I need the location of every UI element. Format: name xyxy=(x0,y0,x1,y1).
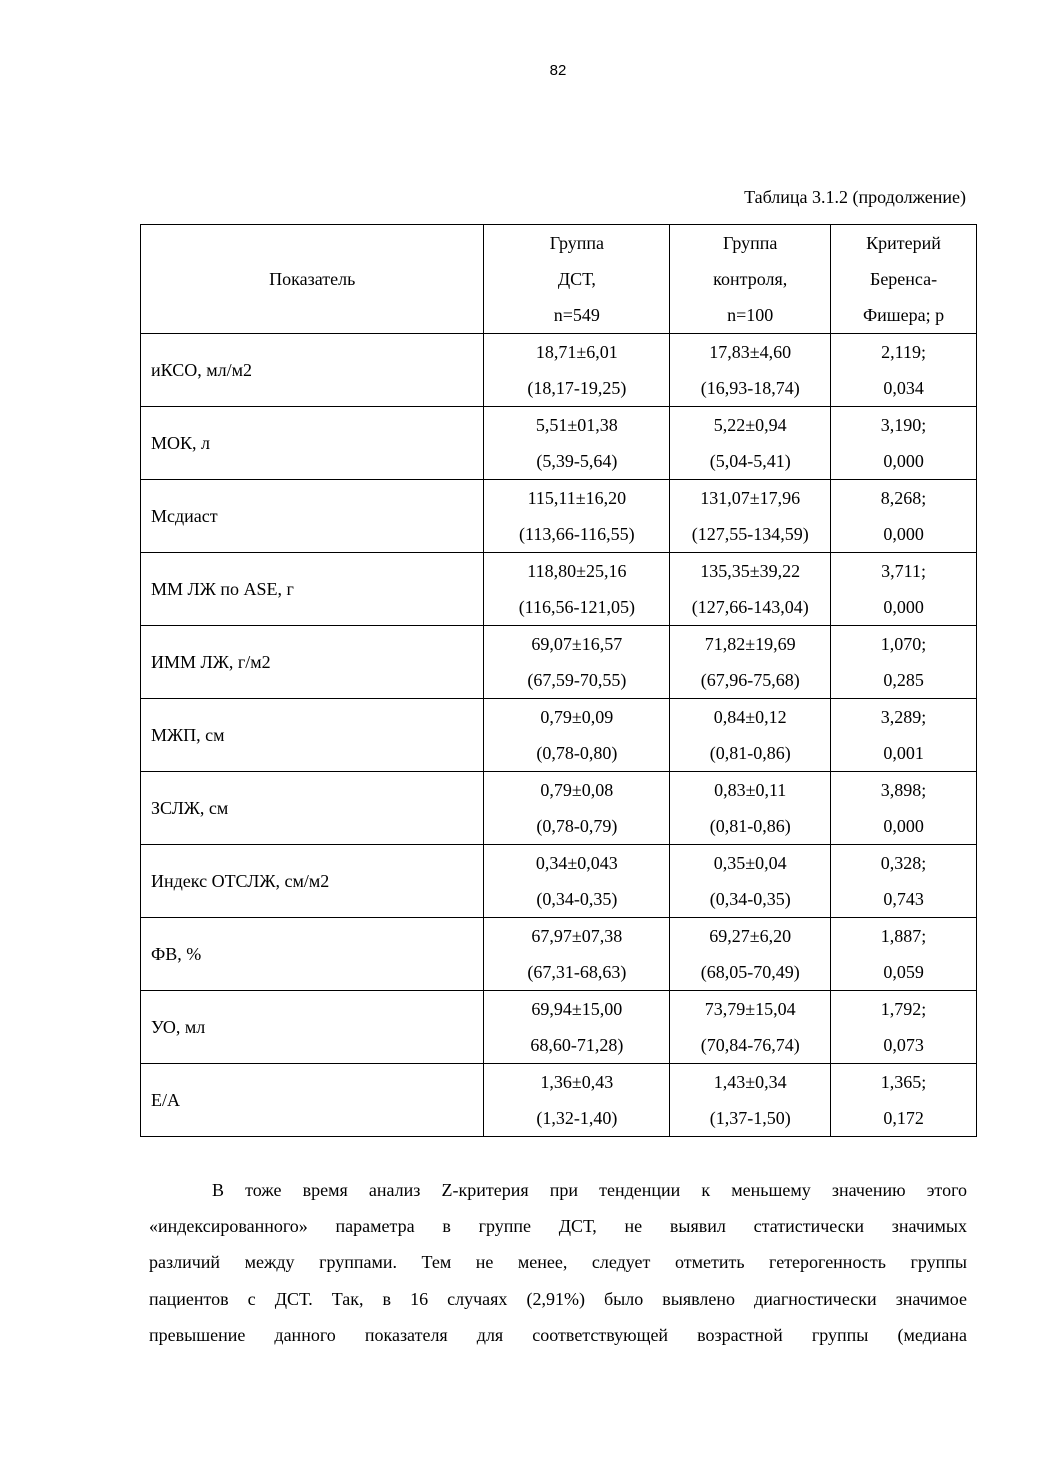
control-value-cell xyxy=(670,699,831,772)
row-indicator-label: иКСО, мл/м2 xyxy=(141,334,484,407)
test-value-cell xyxy=(831,845,977,918)
mean-sd: 1,887; xyxy=(880,926,927,946)
header-line: Группа xyxy=(723,233,778,253)
row-indicator-label: ИММ ЛЖ, г/м2 xyxy=(141,626,484,699)
confidence-interval: 0,001 xyxy=(883,743,924,763)
mean-sd: 69,94±15,00 xyxy=(531,999,623,1019)
mean-sd: 73,79±15,04 xyxy=(704,999,796,1019)
confidence-interval: 0,000 xyxy=(883,524,924,544)
dst-value-cell xyxy=(484,480,670,553)
confidence-interval: (5,39-5,64) xyxy=(536,451,618,471)
dst-value-cell xyxy=(484,918,670,991)
confidence-interval: (0,34-0,35) xyxy=(536,889,618,909)
test-value-cell xyxy=(831,626,977,699)
table-row xyxy=(141,407,977,480)
dst-value-cell xyxy=(484,845,670,918)
dst-value-cell xyxy=(484,772,670,845)
header-line: n=100 xyxy=(727,305,774,325)
mean-sd: 0,35±0,04 xyxy=(713,853,787,873)
test-value-cell xyxy=(831,772,977,845)
page-number: 82 xyxy=(549,62,567,79)
table-row xyxy=(141,918,977,991)
confidence-interval: 0,743 xyxy=(883,889,924,909)
mean-sd: 3,898; xyxy=(880,780,927,800)
mean-sd: 3,289; xyxy=(880,707,927,727)
table-row xyxy=(141,772,977,845)
confidence-interval: 0,000 xyxy=(883,597,924,617)
confidence-interval: (16,93-18,74) xyxy=(700,378,800,398)
confidence-interval: (116,56-121,05) xyxy=(518,597,636,617)
control-value-cell xyxy=(670,334,831,407)
confidence-interval: (67,59-70,55) xyxy=(527,670,627,690)
header-line: Показатель xyxy=(269,269,356,289)
confidence-interval: (0,78-0,79) xyxy=(536,816,618,836)
mean-sd: 5,22±0,94 xyxy=(713,415,787,435)
mean-sd: 135,35±39,22 xyxy=(700,561,801,581)
test-value-cell xyxy=(831,918,977,991)
confidence-interval: (70,84-76,74) xyxy=(700,1035,800,1055)
test-value-cell xyxy=(831,1064,977,1137)
control-value-cell xyxy=(670,845,831,918)
row-indicator-label: УО, мл xyxy=(141,991,484,1064)
confidence-interval: (0,34-0,35) xyxy=(709,889,791,909)
mean-sd: 71,82±19,69 xyxy=(704,634,796,654)
confidence-interval: (67,96-75,68) xyxy=(700,670,800,690)
mean-sd: 0,328; xyxy=(880,853,927,873)
mean-sd: 0,83±0,11 xyxy=(714,780,787,800)
table-caption: Таблица 3.1.2 (продолжение) xyxy=(744,187,966,207)
confidence-interval: 0,034 xyxy=(883,378,924,398)
mean-sd: 2,119; xyxy=(881,342,926,362)
confidence-interval: (113,66-116,55) xyxy=(519,524,635,544)
mean-sd: 3,190; xyxy=(880,415,927,435)
table-header xyxy=(141,225,977,334)
row-indicator-label: Индекс ОТСЛЖ, см/м2 xyxy=(141,845,484,918)
confidence-interval: 0,073 xyxy=(883,1035,924,1055)
table-row xyxy=(141,699,977,772)
table-row xyxy=(141,480,977,553)
dst-value-cell xyxy=(484,1064,670,1137)
dst-value-cell xyxy=(484,699,670,772)
control-value-cell xyxy=(670,1064,831,1137)
confidence-interval: 0,059 xyxy=(883,962,924,982)
confidence-interval: 0,000 xyxy=(883,816,924,836)
control-value-cell xyxy=(670,918,831,991)
confidence-interval: (0,81-0,86) xyxy=(709,816,791,836)
control-value-cell xyxy=(670,772,831,845)
confidence-interval: (1,32-1,40) xyxy=(536,1108,618,1128)
test-value-cell xyxy=(831,480,977,553)
row-indicator-label: ЗСЛЖ, см xyxy=(141,772,484,845)
mean-sd: 17,83±4,60 xyxy=(709,342,792,362)
table-row xyxy=(141,1064,977,1137)
confidence-interval: (0,78-0,80) xyxy=(536,743,618,763)
paragraph-line: В тоже время анализ Z-критерия при тенденции к меньшему значению этого xyxy=(212,1180,967,1200)
mean-sd: 5,51±01,38 xyxy=(535,415,618,435)
table-row xyxy=(141,991,977,1064)
confidence-interval: 0,000 xyxy=(883,451,924,471)
confidence-interval: (18,17-19,25) xyxy=(527,378,627,398)
mean-sd: 1,36±0,43 xyxy=(540,1072,614,1092)
mean-sd: 0,79±0,08 xyxy=(540,780,614,800)
test-value-cell xyxy=(831,699,977,772)
table-row xyxy=(141,334,977,407)
body-paragraph xyxy=(149,1172,967,1353)
row-indicator-label: МЖП, см xyxy=(141,699,484,772)
dst-value-cell xyxy=(484,407,670,480)
table-row xyxy=(141,845,977,918)
confidence-interval: (127,55-134,59) xyxy=(691,524,809,544)
mean-sd: 69,27±6,20 xyxy=(709,926,792,946)
mean-sd: 1,792; xyxy=(880,999,927,1019)
mean-sd: 0,84±0,12 xyxy=(713,707,787,727)
row-indicator-label: E/A xyxy=(141,1064,484,1137)
header-indicator xyxy=(141,225,484,334)
row-indicator-label: ММ ЛЖ по ASE, г xyxy=(141,553,484,626)
row-indicator-label: МОК, л xyxy=(141,407,484,480)
table-row xyxy=(141,626,977,699)
mean-sd: 1,070; xyxy=(880,634,927,654)
header-line: Фишера; p xyxy=(862,305,945,325)
control-value-cell xyxy=(670,991,831,1064)
table-row xyxy=(141,553,977,626)
confidence-interval: (0,81-0,86) xyxy=(709,743,791,763)
header-line: Беренса- xyxy=(869,269,938,289)
control-value-cell xyxy=(670,626,831,699)
dst-value-cell xyxy=(484,553,670,626)
paragraph-line: пациентов с ДСТ. Так, в 16 случаях (2,91%) было выявлено диагностически значимое xyxy=(149,1288,967,1309)
confidence-interval: 0,172 xyxy=(883,1108,924,1128)
mean-sd: 115,11±16,20 xyxy=(527,488,627,508)
row-indicator-label: ФВ, % xyxy=(141,918,484,991)
mean-sd: 8,268; xyxy=(880,488,927,508)
header-line: контроля, xyxy=(713,269,788,289)
confidence-interval: (5,04-5,41) xyxy=(709,451,791,471)
paragraph-line: «индексированного» параметра в группе ДСТ, не выявил статистически значимых xyxy=(149,1216,967,1237)
mean-sd: 118,80±25,16 xyxy=(527,561,627,581)
mean-sd: 131,07±17,96 xyxy=(700,488,801,508)
paragraph-line: превышение данного показателя для соответствующей возрастной группы (медиана xyxy=(149,1324,967,1345)
confidence-interval: 68,60-71,28) xyxy=(530,1035,624,1055)
mean-sd: 1,43±0,34 xyxy=(713,1072,787,1092)
mean-sd: 1,365; xyxy=(880,1072,927,1092)
test-value-cell xyxy=(831,553,977,626)
data-table xyxy=(140,224,977,1137)
confidence-interval: 0,285 xyxy=(883,670,924,690)
confidence-interval: (1,37-1,50) xyxy=(709,1108,791,1128)
mean-sd: 67,97±07,38 xyxy=(531,926,623,946)
mean-sd: 0,79±0,09 xyxy=(540,707,614,727)
header-dst-group xyxy=(484,225,670,334)
table-body xyxy=(141,334,977,1137)
header-line: ДСТ, xyxy=(557,269,596,289)
confidence-interval: (67,31-68,63) xyxy=(527,962,627,982)
confidence-interval: (68,05-70,49) xyxy=(700,962,800,982)
test-value-cell xyxy=(831,407,977,480)
row-indicator-label: Мсдиаст xyxy=(141,480,484,553)
control-value-cell xyxy=(670,407,831,480)
control-value-cell xyxy=(670,553,831,626)
header-line: n=549 xyxy=(553,305,600,325)
header-row xyxy=(141,225,977,334)
header-control-group xyxy=(670,225,831,334)
paragraph-line: различий между группами. Тем не менее, следует отметить гетерогенность группы xyxy=(149,1252,967,1273)
dst-value-cell xyxy=(484,334,670,407)
mean-sd: 0,34±0,043 xyxy=(535,853,618,873)
confidence-interval: (127,66-143,04) xyxy=(691,597,809,617)
test-value-cell xyxy=(831,334,977,407)
control-value-cell xyxy=(670,480,831,553)
test-value-cell xyxy=(831,991,977,1064)
header-line: Критерий xyxy=(866,233,941,253)
dst-value-cell xyxy=(484,991,670,1064)
header-line: Группа xyxy=(549,233,604,253)
header-test xyxy=(831,225,977,334)
mean-sd: 18,71±6,01 xyxy=(535,342,618,362)
mean-sd: 69,07±16,57 xyxy=(531,634,623,654)
mean-sd: 3,711; xyxy=(881,561,926,581)
dst-value-cell xyxy=(484,626,670,699)
